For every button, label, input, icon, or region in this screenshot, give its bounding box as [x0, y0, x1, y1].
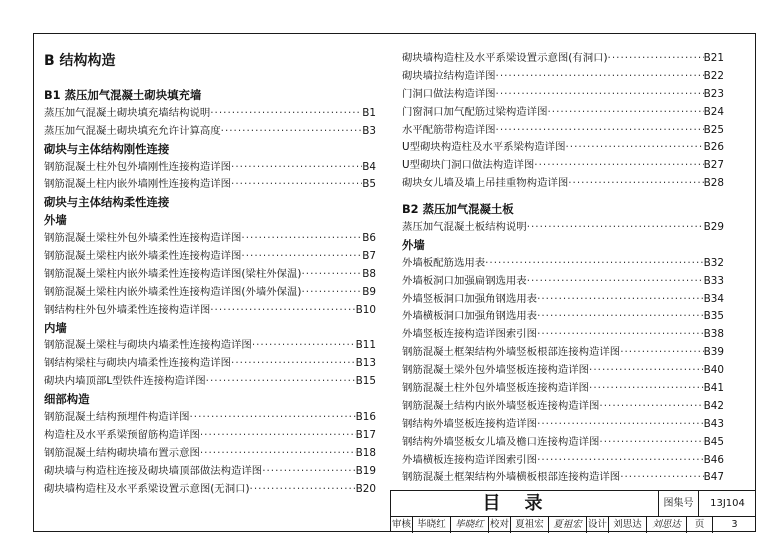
toc-entry-page: B28	[703, 177, 724, 190]
toc-entry-page: B15	[355, 375, 376, 388]
toc-entry-title: 砌块墙构造柱及水平系梁设置示意图(无洞口)	[44, 482, 250, 495]
toc-heading: B1 蒸压加气混凝土砌块填充墙	[44, 88, 202, 102]
dot-leader	[568, 175, 703, 193]
toc-entry[interactable]	[44, 266, 376, 284]
toc-entry-title: U型砌块门洞口做法构造详图	[402, 159, 535, 172]
toc-entry-title: 门窗洞口加气配筋过梁构造详图	[402, 105, 548, 118]
toc-entry-page: B25	[703, 123, 724, 136]
dot-leader	[210, 302, 355, 320]
toc-entry-page: B11	[355, 339, 376, 352]
toc-entry[interactable]	[44, 176, 376, 194]
atlas-number: 13J104	[710, 498, 745, 509]
toc-entry-page: B33	[703, 274, 724, 287]
toc-entry[interactable]	[402, 122, 724, 140]
dot-leader	[262, 463, 355, 481]
dot-leader	[301, 266, 362, 284]
toc-entry[interactable]	[402, 380, 724, 398]
dot-leader	[537, 326, 704, 344]
toc-entry-page: B27	[703, 159, 724, 172]
toc-entry-title: 砌块墙构造柱及水平系梁设置示意图(有洞口)	[402, 52, 608, 64]
check-label: 校对	[489, 517, 511, 533]
toc-entry-page: B24	[703, 105, 724, 118]
toc-entry[interactable]	[402, 326, 724, 344]
dot-leader	[599, 398, 703, 416]
dot-leader	[252, 337, 356, 355]
dot-leader	[200, 427, 356, 445]
toc-entry-title: 蒸压加气混凝土砌块填充墙结构说明	[44, 106, 211, 119]
toc-entry-page: B41	[703, 382, 724, 395]
toc-entry-title: 外墙板配筋选用表	[402, 256, 486, 269]
designer-signature: 刘思达	[647, 517, 687, 533]
toc-entry-title: 砌块墙与构造柱连接及砌块墙顶部做法构造详图	[44, 464, 263, 477]
toc-entry[interactable]	[402, 175, 724, 193]
toc-entry-page: B6	[362, 232, 376, 245]
toc-entry-title: 水平配筋带构造详图	[402, 123, 496, 136]
toc-entry-title: 钢筋混凝土柱内嵌外墙刚性连接构造详图	[44, 178, 232, 191]
toc-entry-page: B21	[703, 52, 724, 64]
toc-entry-title: 外墙竖板洞口加强角钢选用表	[402, 292, 538, 305]
dot-leader	[547, 104, 703, 122]
dot-leader	[589, 380, 704, 398]
toc-entry-title: 钢筋混凝土梁柱外包外墙柔性连接构造详图	[44, 232, 242, 245]
toc-entry-page: B7	[362, 250, 376, 263]
toc-heading: 砌块与主体结构柔性连接	[44, 195, 170, 210]
toc-entry[interactable]	[44, 123, 376, 141]
toc-entry-title: U型砌块构造柱及水平系梁构造详图	[402, 141, 566, 154]
atlas-number-label: 图集号	[659, 491, 699, 517]
toc-entry-title: 外墙横板连接构造详图索引图	[402, 453, 538, 466]
toc-entry-title: 钢筋混凝土柱外包外墙竖板连接构造详图	[402, 382, 590, 395]
toc-entry[interactable]	[402, 291, 724, 309]
designer-name: 刘思达	[609, 517, 647, 533]
dot-leader	[537, 452, 704, 470]
toc-entry[interactable]	[402, 139, 724, 157]
title-block-row-bottom	[391, 517, 756, 533]
toc-entry[interactable]	[44, 373, 376, 391]
toc-entry-title: 构造柱及水平系梁预留筋构造详图	[44, 428, 200, 441]
toc-entry-page: B19	[355, 464, 376, 477]
toc-entry[interactable]	[44, 159, 376, 177]
toc-entry[interactable]	[402, 157, 724, 175]
toc-entry-title: 钢筋混凝土框架结构外墙横板根部连接构造详图	[402, 471, 621, 484]
toc-entry[interactable]	[402, 68, 724, 86]
drawing-title: 目录	[391, 491, 659, 517]
toc-entry-title: 钢结构梁柱与砌块内墙柔性连接构造详图	[44, 357, 232, 370]
toc-entry-title: 钢筋混凝土柱外包外墙刚性连接构造详图	[44, 160, 232, 173]
toc-entry[interactable]	[402, 86, 724, 104]
toc-right-column	[402, 50, 724, 487]
dot-leader	[537, 308, 704, 326]
reviewer-signature: 毕晓红	[451, 517, 489, 533]
toc-entry-page: B23	[703, 87, 724, 100]
dot-leader	[537, 291, 704, 309]
toc-entry-page: B3	[362, 124, 376, 137]
toc-entry-page: B47	[703, 471, 724, 484]
toc-entry-title: 砌块内墙顶部L型铁件连接构造详图	[44, 375, 206, 388]
toc-entry-title: 钢结构外墙竖板连接构造详图	[402, 417, 538, 430]
toc-entry[interactable]	[402, 434, 724, 452]
page-number: 3	[731, 519, 738, 530]
dot-leader	[221, 123, 363, 141]
toc-entry[interactable]	[402, 469, 724, 487]
section-title: B 结构构造	[44, 53, 116, 69]
dot-leader	[496, 86, 704, 104]
title-block-row-top	[391, 491, 756, 517]
toc-entry-title: 钢筋混凝土框架结构外墙竖板根部连接构造详图	[402, 346, 621, 359]
toc-entry[interactable]	[44, 445, 376, 463]
toc-entry-page: B46	[703, 453, 724, 466]
dot-leader	[206, 373, 356, 391]
toc-entry-page: B8	[362, 267, 376, 280]
dot-leader	[496, 122, 704, 140]
toc-entry[interactable]	[402, 219, 724, 237]
dot-leader	[485, 255, 704, 273]
toc-heading: 外墙	[44, 213, 67, 228]
toc-entry-page: B39	[703, 346, 724, 359]
dot-leader	[589, 362, 704, 380]
toc-entry[interactable]	[44, 284, 376, 302]
toc-heading: B2 蒸压加气混凝土板	[402, 202, 514, 217]
review-label: 审核	[391, 517, 413, 533]
toc-entry-page: B9	[362, 285, 376, 298]
toc-left-list	[44, 87, 376, 498]
toc-entry[interactable]	[402, 273, 724, 291]
dot-leader	[620, 469, 703, 487]
page-label: 页	[687, 517, 713, 533]
dot-leader	[527, 219, 704, 237]
toc-entry-title: 外墙板洞口加强扁钢选用表	[402, 274, 527, 287]
toc-entry-title: 砌块女儿墙及墙上吊挂重物构造详图	[402, 177, 569, 190]
toc-entry[interactable]	[44, 463, 376, 481]
dot-leader	[301, 284, 362, 302]
toc-entry-title: 钢筋混凝土梁柱与砌块内墙柔性连接构造详图	[44, 339, 252, 352]
dot-leader	[527, 273, 704, 291]
toc-entry[interactable]	[402, 255, 724, 273]
toc-entry-page: B4	[362, 160, 376, 173]
toc-entry[interactable]	[44, 105, 376, 123]
toc-right-list	[402, 50, 724, 487]
dot-leader	[608, 50, 704, 68]
toc-entry-page: B22	[703, 69, 724, 82]
toc-entry-title: 钢筋混凝土梁柱内嵌外墙柔性连接构造详图(梁柱外保温)	[44, 267, 302, 280]
toc-entry[interactable]	[402, 452, 724, 470]
toc-entry-title: 钢结构柱外包外墙柔性连接构造详图	[44, 303, 211, 316]
dot-leader	[200, 445, 356, 463]
toc-entry-page: B43	[703, 417, 724, 430]
toc-entry-title: 外墙竖板连接构造详图索引图	[402, 328, 538, 341]
toc-entry-page: B16	[355, 411, 376, 424]
spacer	[402, 193, 724, 201]
dot-leader	[231, 176, 362, 194]
dot-leader	[189, 409, 355, 427]
toc-entry[interactable]	[402, 50, 724, 68]
toc-entry[interactable]	[402, 416, 724, 434]
dot-leader	[565, 139, 703, 157]
toc-entry-page: B10	[355, 303, 376, 316]
toc-entry-title: 砌块墙拉结构造详图	[402, 69, 496, 82]
toc-entry-page: B35	[703, 310, 724, 323]
dot-leader	[250, 481, 356, 499]
toc-entry-page: B34	[703, 292, 724, 305]
dot-leader	[231, 159, 362, 177]
toc-entry[interactable]	[44, 302, 376, 320]
toc-entry[interactable]	[402, 104, 724, 122]
toc-entry-page: B45	[703, 435, 724, 448]
checker-signature: 夏祖宏	[549, 517, 587, 533]
toc-entry-page: B1	[362, 106, 376, 119]
toc-left-column	[44, 50, 376, 498]
toc-entry[interactable]	[44, 248, 376, 266]
toc-entry-title: 钢筋混凝土结构砌块墙布置示意图	[44, 446, 200, 459]
toc-entry-title: 蒸压加气混凝土板结构说明	[402, 221, 527, 234]
dot-leader	[241, 230, 362, 248]
toc-entry[interactable]	[44, 355, 376, 373]
toc-entry-page: B32	[703, 256, 724, 269]
toc-entry[interactable]	[402, 362, 724, 380]
toc-entry-title: 钢筋混凝土梁柱内嵌外墙柔性连接构造详图	[44, 250, 242, 263]
toc-heading: 外墙	[402, 237, 425, 252]
toc-entry-title: 蒸压加气混凝土砌块填充允许计算高度	[44, 124, 221, 137]
dot-leader	[599, 434, 703, 452]
toc-entry-page: B42	[703, 399, 724, 412]
toc-heading: 砌块与主体结构刚性连接	[44, 141, 170, 156]
title-block	[390, 490, 756, 532]
toc-entry[interactable]	[402, 308, 724, 326]
toc-entry-title: 钢筋混凝土梁柱内嵌外墙柔性连接构造详图(外墙外保温)	[44, 285, 302, 298]
toc-entry-title: 门洞口做法构造详图	[402, 87, 496, 100]
toc-heading: 细部构造	[44, 392, 90, 407]
toc-entry-page: B17	[355, 428, 376, 441]
toc-entry[interactable]	[44, 481, 376, 499]
toc-entry-page: B40	[703, 364, 724, 377]
toc-entry-page: B38	[703, 328, 724, 341]
dot-leader	[231, 355, 356, 373]
toc-entry-title: 钢筋混凝土结构预埋件构造详图	[44, 411, 190, 424]
toc-entry-page: B13	[355, 357, 376, 370]
toc-entry-title: 钢筋混凝土梁外包外墙竖板连接构造详图	[402, 364, 590, 377]
toc-entry-title: 外墙横板洞口加强角钢选用表	[402, 310, 538, 323]
toc-entry-page: B5	[362, 178, 376, 191]
reviewer-name: 毕晓红	[413, 517, 451, 533]
dot-leader	[537, 416, 704, 434]
design-label: 设计	[587, 517, 609, 533]
toc-entry-page: B26	[703, 141, 724, 154]
checker-name: 夏祖宏	[511, 517, 549, 533]
dot-leader	[241, 248, 362, 266]
toc-entry-title: 钢筋混凝土结构内嵌外墙竖板连接构造详图	[402, 399, 600, 412]
dot-leader	[496, 68, 704, 86]
toc-entry[interactable]	[402, 344, 724, 362]
toc-entry[interactable]	[44, 409, 376, 427]
dot-leader	[210, 105, 362, 123]
toc-entry-title: 钢结构外墙竖板女儿墙及檐口连接构造详图	[402, 435, 600, 448]
toc-entry[interactable]	[44, 230, 376, 248]
toc-heading: 内墙	[44, 320, 67, 335]
dot-leader	[534, 157, 703, 175]
toc-entry-page: B18	[355, 446, 376, 459]
toc-entry-page: B29	[703, 221, 724, 234]
toc-entry[interactable]	[402, 398, 724, 416]
dot-leader	[620, 344, 703, 362]
toc-entry[interactable]	[44, 427, 376, 445]
toc-entry-page: B20	[355, 482, 376, 495]
toc-entry[interactable]	[44, 337, 376, 355]
